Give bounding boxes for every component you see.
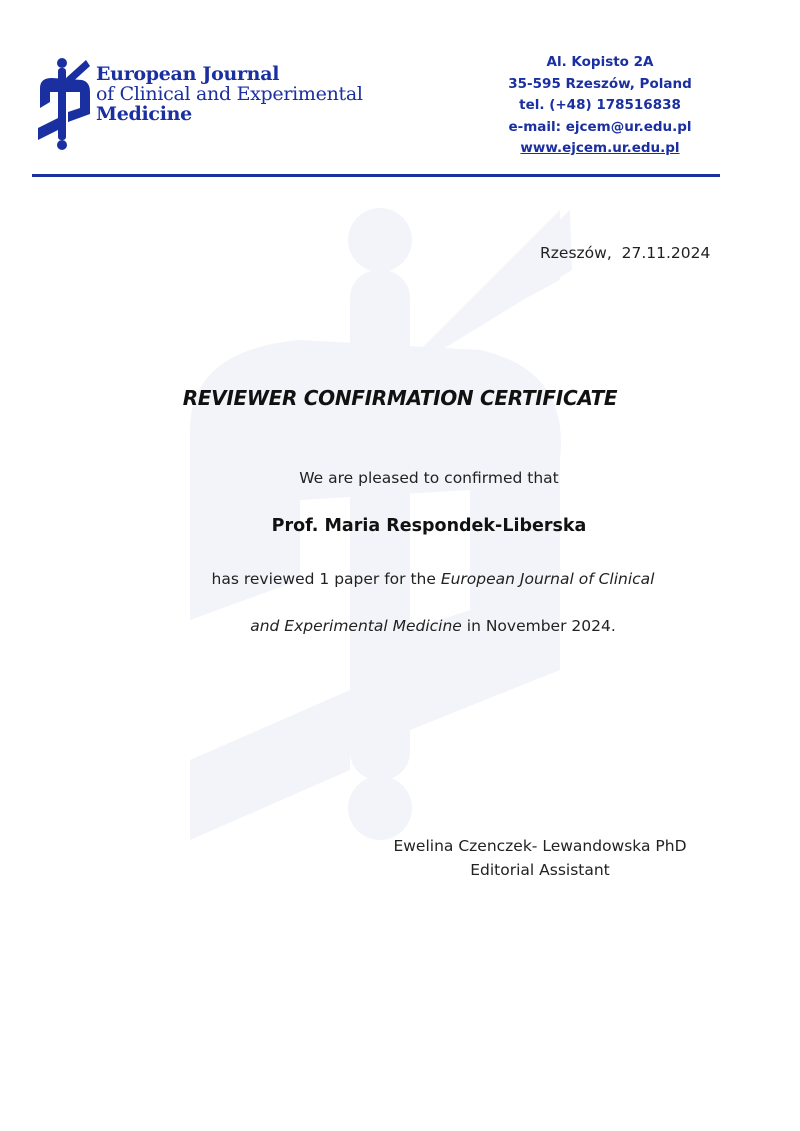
address-street: Al. Kopisto 2A <box>546 54 654 70</box>
signature-name: Ewelina Czenczek- Lewandowska PhD <box>393 837 687 855</box>
journal-name-line2: of Clinical and Experimental <box>96 83 363 105</box>
ejcem-staff-logo-icon <box>34 56 94 152</box>
address-email[interactable]: e-mail: ejcem@ur.edu.pl <box>508 118 692 135</box>
body-line1-journal: European Journal of Clinical <box>440 570 655 588</box>
signature-role: Editorial Assistant <box>470 861 610 879</box>
contact-address-block <box>470 52 730 160</box>
address-phone: tel. (+48) 178516838 <box>519 97 681 113</box>
journal-name-line3: Medicine <box>96 103 192 125</box>
body-line1-prefix: has reviewed 1 paper for the <box>211 570 441 588</box>
intro-text: We are pleased to confirmed that <box>299 469 559 487</box>
signature-block <box>340 834 740 882</box>
journal-name-line1: European Journal <box>96 63 280 85</box>
certificate-title: REVIEWER CONFIRMATION CERTIFICATE <box>182 386 618 410</box>
body-line2-journal: and Experimental Medicine <box>250 617 462 635</box>
place-date: Rzeszów, 27.11.2024 <box>540 244 711 262</box>
website-link[interactable]: www.ejcem.ur.edu.pl <box>520 140 680 156</box>
header-divider <box>32 174 720 177</box>
body-line2-suffix: in November 2024. <box>461 617 616 635</box>
body-line-1 <box>0 570 800 588</box>
journal-name <box>96 64 363 124</box>
reviewer-name: Prof. Maria Respondek-Liberska <box>271 516 587 536</box>
address-city: 35-595 Rzeszów, Poland <box>508 75 692 92</box>
body-line-2 <box>0 617 800 635</box>
